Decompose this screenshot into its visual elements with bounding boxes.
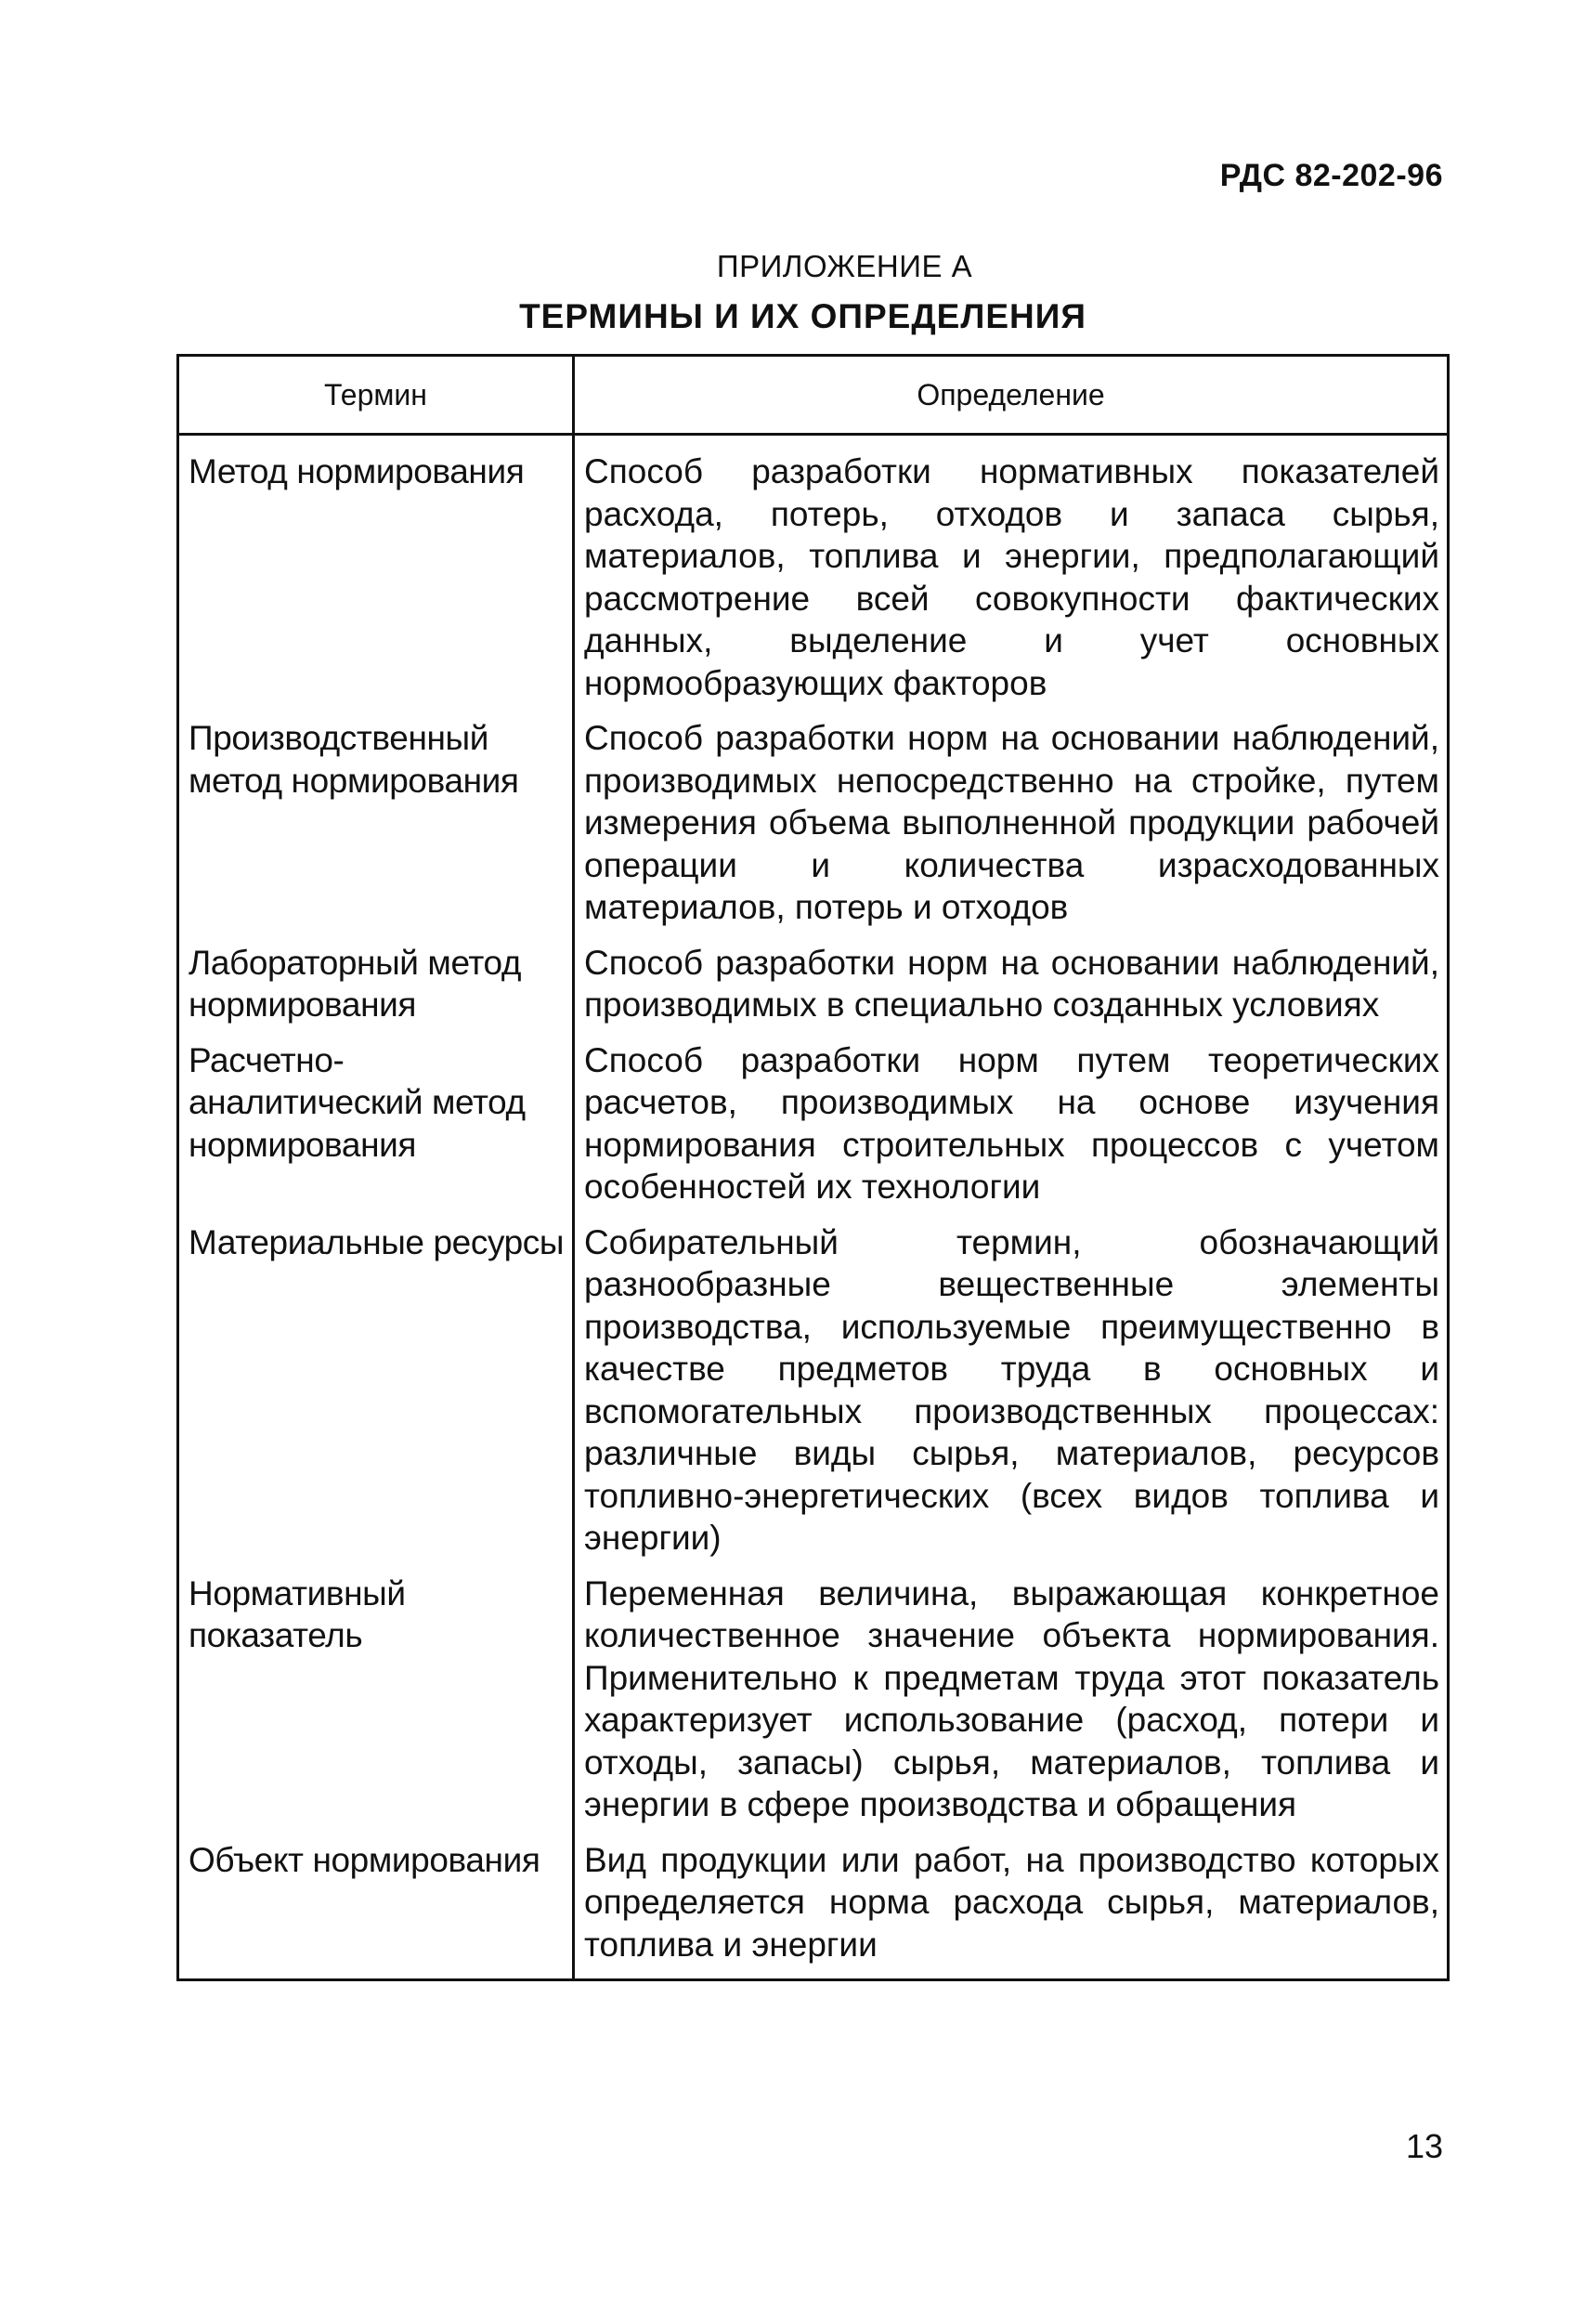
column-header-term: Термин [178,356,574,435]
definition-cell: Собирательный термин, обозначающий разнообразные вещественные элементы производства, используемые преимущественно в качестве предметов труда в основных и вспомогательных производственных процессах: различные виды сырья, материалов, ресурсов топливно-энергетических (всех видов топлива и энергии) [584,1222,1439,1557]
document-code: РДС 82-202-96 [1219,158,1443,193]
term-cell: Метод нормирования [178,435,574,718]
definition-cell: Способ разработки норм на основании наблюдений, производимых непосредственно на стройке, путем измерения объема выполненной продукции рабочей операции и количества израсходованных материалов, потерь и отходов [584,719,1439,926]
table-row [178,717,1449,942]
definition-cell: Вид продукции или работ, на производство которых определяется норма расхода сырья, материалов, топлива и энергии [584,1840,1439,1964]
table-row [178,942,1449,1039]
term-cell: Материальные ресурсы [178,1221,574,1573]
page-number: 13 [1405,2127,1443,2165]
term-cell: Нормативный показатель [178,1573,574,1839]
term-cell: Расчетно-аналитический метод нормирования [178,1039,574,1221]
terms-table [176,354,1450,1981]
table-row [178,435,1449,718]
appendix-label: ПРИЛОЖЕНИЕ А [716,249,973,283]
definition-cell: Способ разработки норм путем теоретических расчетов, производимых на основе изучения нормирования строительных процессов с учетом особенностей их технологии [584,1040,1439,1206]
table-row [178,1039,1449,1221]
term-cell: Производственный метод нормирования [178,717,574,942]
definition-cell: Способ разработки нормативных показателей расхода, потерь, отходов и запаса сырья, материалов, топлива и энергии, предполагающий рассмотрение всей совокупности фактических данных, выделение и учет основных нормообразующих факторов [584,452,1439,702]
table-row [178,1839,1449,1980]
column-header-definition: Определение [574,356,1449,435]
page-title: ТЕРМИНЫ И ИХ ОПРЕДЕЛЕНИЯ [519,297,1086,335]
term-cell: Лабораторный метод нормирования [178,942,574,1039]
definition-cell: Способ разработки норм на основании наблюдений, производимых в специально созданных условиях [584,943,1439,1024]
table-row [178,1573,1449,1839]
table-row [178,1221,1449,1573]
table-header [178,356,1449,435]
term-cell: Объект нормирования [178,1839,574,1980]
definition-cell: Переменная величина, выражающая конкретное количественное значение объекта нормирования. Применительно к предметам труда этот показатель характеризует использование (расход, потери и отходы, запасы) сырья, материалов, топлива и энергии в сфере производства и обращения [584,1573,1439,1823]
